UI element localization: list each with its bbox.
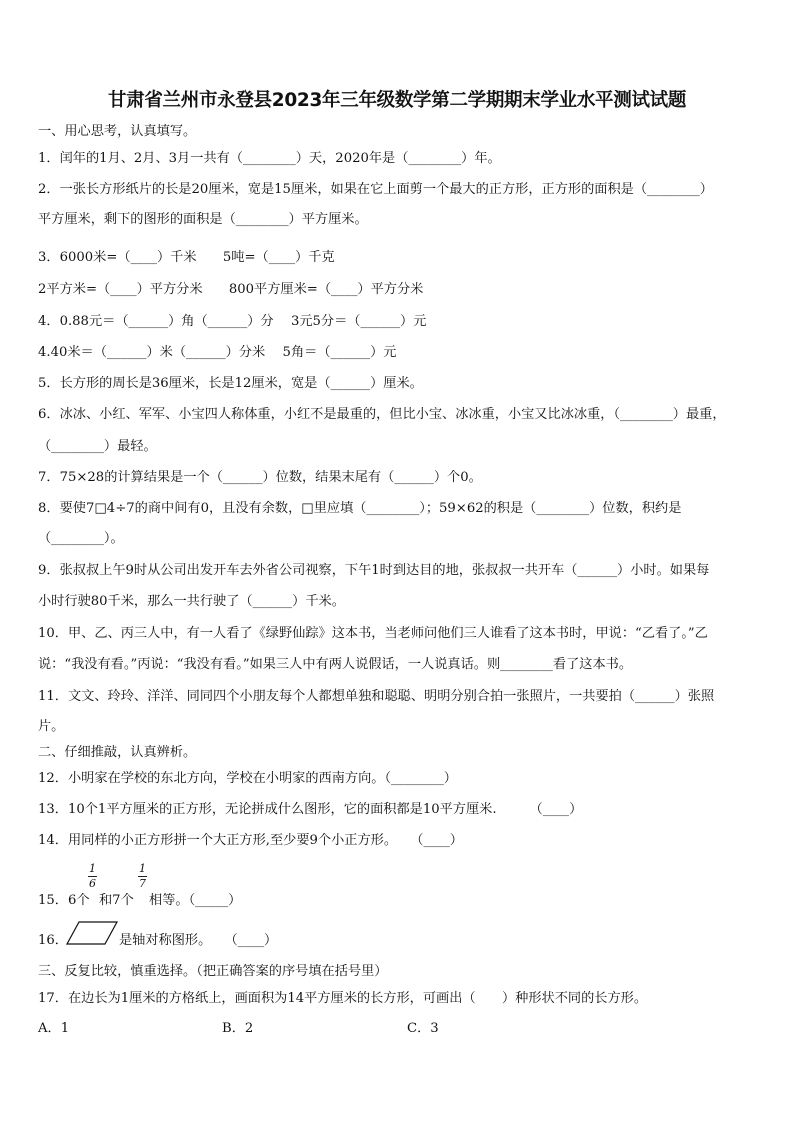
fraction-one-sixth xyxy=(88,862,97,890)
option-a: A．1 xyxy=(38,1021,70,1036)
question-3-line-1: 3．6000米=（____）千米 5吨=（____）千克 xyxy=(38,250,335,265)
question-2-line-1: 2．一张长方形纸片的长是20厘米，宽是15厘米，如果在它上面剪一个最大的正方形，正方形的面积是（________） xyxy=(38,182,713,197)
fraction-numerator: 1 xyxy=(139,862,146,875)
question-9-line-2: 小时行驶80千米，那么一共行驶了（______）千米。 xyxy=(38,594,345,609)
question-8-line-1: 8．要使7□4÷7的商中间有0，且没有余数，□里应填（________）；59×62的积是（________）位数，积约是 xyxy=(38,501,682,516)
question-6-line-1: 6．冰冰、小红、军军、小宝四人称体重，小红不是最重的，但比小宝、冰冰重，小宝又比冰冰重，（________）最重， xyxy=(38,407,726,422)
fraction-numerator: 1 xyxy=(89,862,96,875)
question-3-line-2: 2平方米=（____）平方分米 800平方厘米=（____）平方分米 xyxy=(38,282,424,297)
question-10-line-2: 说：“我没有看。”丙说：“我没有看。”如果三人中有两人说假话，一人说真话。则________看了这本书。 xyxy=(38,657,633,672)
question-16-suffix: 是轴对称图形。 （____） xyxy=(119,933,278,948)
question-10-line-1: 10．甲、乙、丙三人中，有一人看了《绿野仙踪》这本书，当老师问他们三人谁看了这本书时，甲说：“乙看了。”乙 xyxy=(38,626,708,641)
question-16-prefix: 16． xyxy=(38,933,68,948)
question-8-line-2: （________）。 xyxy=(38,531,124,546)
question-5: 5．长方形的周长是36厘米，长是12厘米，宽是（______）厘米。 xyxy=(38,376,423,391)
question-13: 13．10个1平方厘米的正方形，无论拼成什么图形，它的面积都是10平方厘米. （____） xyxy=(38,802,583,817)
question-7: 7．75×28的计算结果是一个（______）位数，结果末尾有（______）个0。 xyxy=(38,470,482,485)
question-9-line-1: 9．张叔叔上午9时从公司出发开车去外省公司视察，下午1时到达目的地，张叔叔一共开车（______）小时。如果每 xyxy=(38,563,710,578)
question-15-suffix: 相等。（_____） xyxy=(149,893,242,908)
question-4-line-1: 4．0.88元＝（______）角（______）分 3元5分＝（______）元 xyxy=(38,314,427,329)
fraction-denominator: 7 xyxy=(139,877,146,890)
question-17: 17．在边长为1厘米的方格纸上，画面积为14平方厘米的长方形，可画出（ ）种形状不同的长方形。 xyxy=(38,991,648,1006)
question-6-line-2: （________）最轻。 xyxy=(38,439,157,454)
question-14: 14．用同样的小正方形拼一个大正方形,至少要9个小正方形。 （____） xyxy=(38,833,463,848)
question-15-middle: 和7个 xyxy=(99,893,134,908)
fraction-one-seventh xyxy=(138,862,147,890)
question-1: 1．闰年的1月、2月、3月一共有（________）天，2020年是（________）年。 xyxy=(38,151,501,166)
question-11-line-2: 片。 xyxy=(38,719,65,734)
page-title: 甘肃省兰州市永登县2023年三年级数学第二学期期末学业水平测试试题 xyxy=(107,90,687,111)
question-15-prefix: 15．6个 xyxy=(38,893,90,908)
section-2-heading: 二、仔细推敲，认真辨析。 xyxy=(38,745,197,760)
option-b: B．2 xyxy=(222,1021,254,1036)
option-c: C．3 xyxy=(407,1021,439,1036)
fraction-denominator: 6 xyxy=(89,877,96,890)
question-2-line-2: 平方厘米，剩下的图形的面积是（________）平方厘米。 xyxy=(38,212,368,227)
question-12: 12．小明家在学校的东北方向，学校在小明家的西南方向。（________） xyxy=(38,771,457,786)
parallelogram-figure xyxy=(65,921,119,945)
question-11-line-1: 11．文文、玲玲、洋洋、同同四个小朋友每个人都想单独和聪聪、明明分别合拍一张照片，一共要拍（______）张照 xyxy=(38,689,715,704)
section-1-heading: 一、用心思考，认真填写。 xyxy=(38,124,197,139)
question-4-line-2: 4.40米＝（______）米（______）分米 5角＝（______）元 xyxy=(38,345,397,360)
section-3-heading: 三、反复比较，慎重选择。（把正确答案的序号填在括号里） xyxy=(38,964,388,979)
